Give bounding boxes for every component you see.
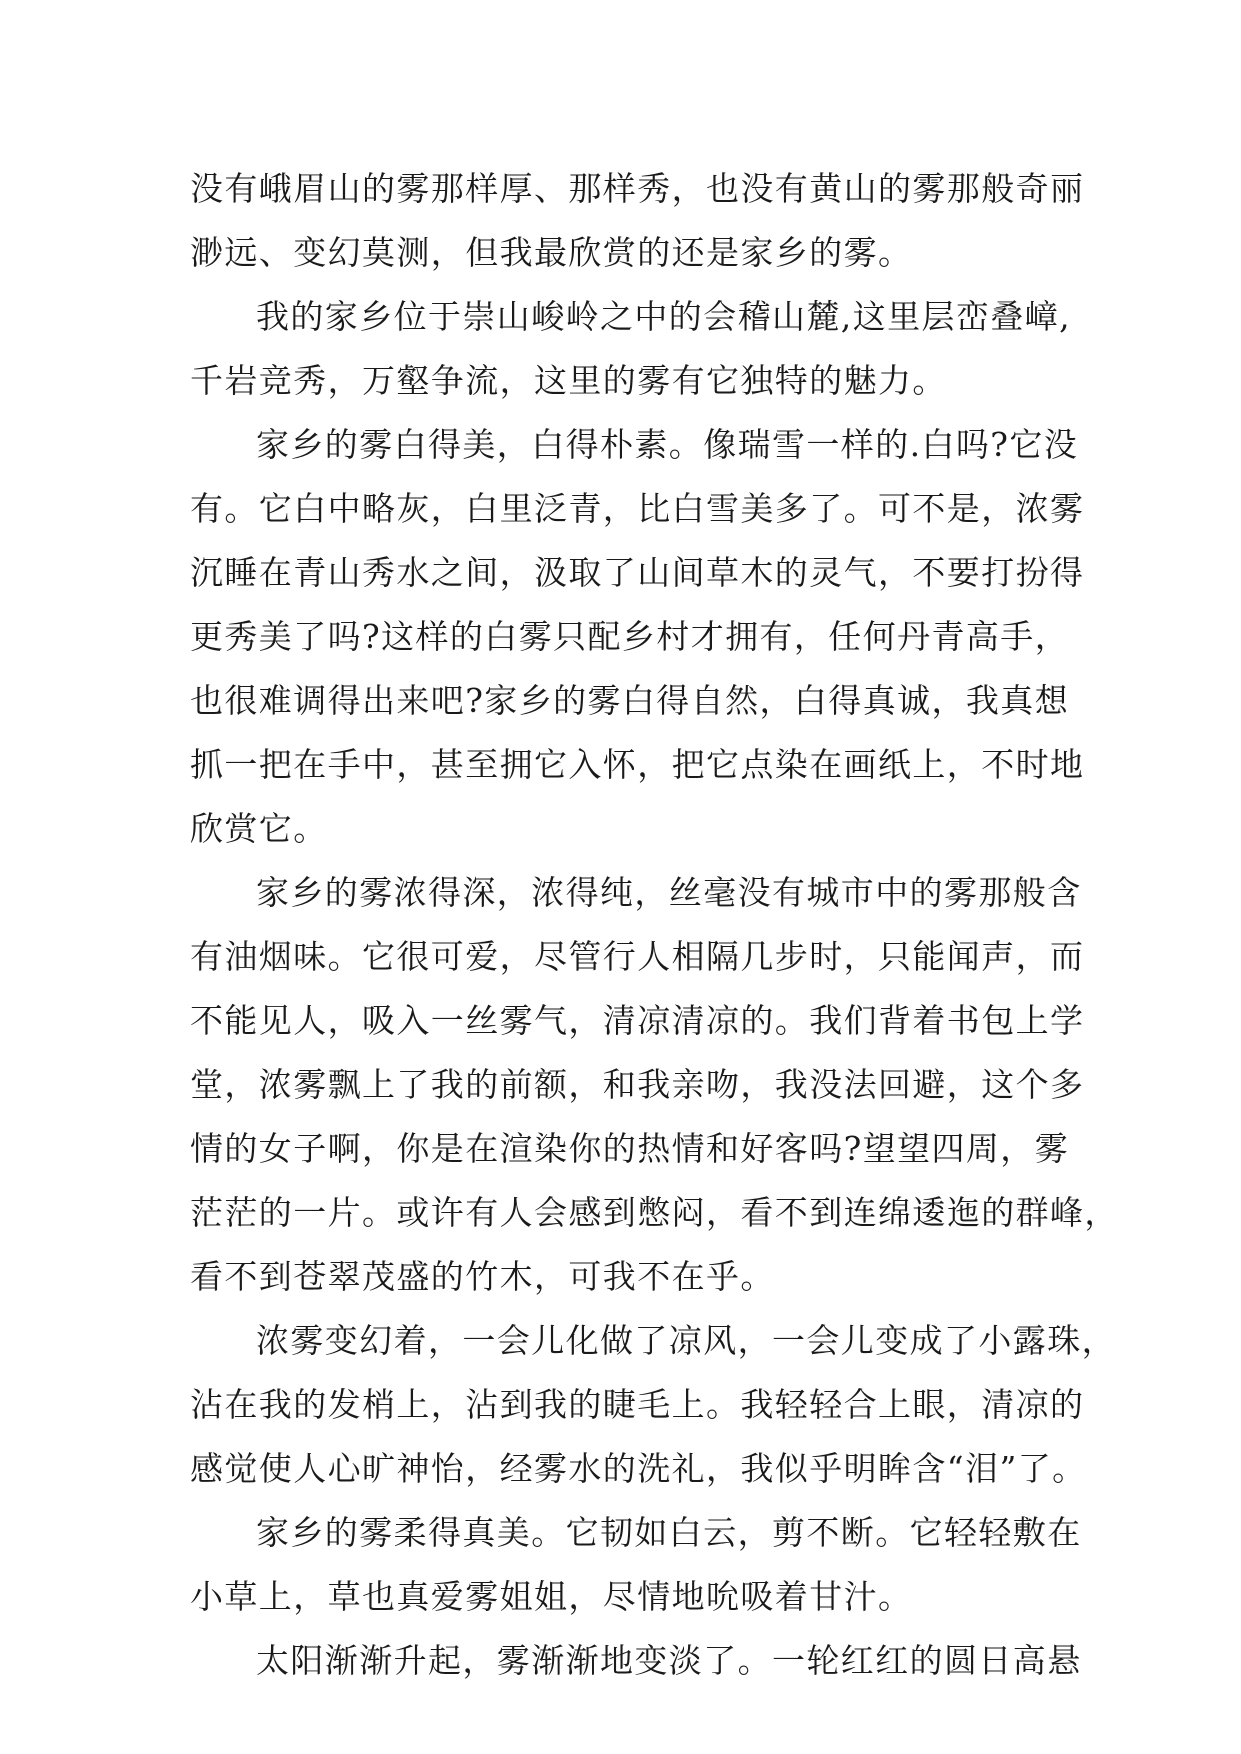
text-line: 不能见人，吸入一丝雾气，清凉清凉的。我们背着书包上学 — [190, 1001, 1085, 1040]
text-line: 没有峨眉山的雾那样厚、那样秀，也没有黄山的雾那般奇丽 — [190, 169, 1085, 208]
paragraph-start-line: 我的家乡位于崇山峻岭之中的会稽山麓,这里层峦叠嶂, — [256, 297, 1071, 336]
text-line: 堂，浓雾飘上了我的前额，和我亲吻，我没法回避，这个多 — [190, 1065, 1085, 1104]
text-line: 渺远、变幻莫测，但我最欣赏的还是家乡的雾。 — [190, 233, 913, 272]
paragraph-start-line: 家乡的雾白得美，白得朴素。像瑞雪一样的.白吗?它没 — [256, 425, 1079, 464]
text-line: 抓一把在手中，甚至拥它入怀，把它点染在画纸上，不时地 — [190, 745, 1085, 784]
text-line: 也很难调得出来吧?家乡的雾白得自然，白得真诚，我真想 — [190, 681, 1070, 720]
text-line: 茫茫的一片。或许有人会感到憋闷，看不到连绵逶迤的群峰， — [190, 1193, 1119, 1232]
text-line: 情的女子啊，你是在渲染你的热情和好客吗?望望四周，雾 — [190, 1129, 1070, 1168]
text-line: 有油烟味。它很可爱，尽管行人相隔几步时，只能闻声，而 — [190, 937, 1085, 976]
text-line: 有。它白中略灰，白里泛青，比白雪美多了。可不是，浓雾 — [190, 489, 1085, 528]
text-line: 小草上，草也真爱雾姐姐，尽情地吮吸着甘汁。 — [190, 1577, 913, 1616]
text-line: 沉睡在青山秀水之间，汲取了山间草木的灵气，不要打扮得 — [190, 553, 1085, 592]
paragraph-start-line: 浓雾变幻着，一会儿化做了凉风，一会儿变成了小露珠， — [256, 1321, 1116, 1360]
text-line: 千岩竞秀，万壑争流，这里的雾有它独特的魅力。 — [190, 361, 947, 400]
text-line: 沾在我的发梢上，沾到我的睫毛上。我轻轻合上眼，清凉的 — [190, 1385, 1085, 1424]
text-line: 更秀美了吗?这样的白雾只配乡村才拥有，任何丹青高手， — [190, 617, 1070, 656]
paragraph-start-line: 家乡的雾浓得深，浓得纯，丝毫没有城市中的雾那般含 — [256, 873, 1082, 912]
text-line: 欣赏它。 — [190, 809, 328, 848]
paragraph-start-line: 太阳渐渐升起，雾渐渐地变淡了。一轮红红的圆日高悬 — [256, 1641, 1082, 1680]
text-line: 感觉使人心旷神怡，经雾水的洗礼，我似乎明眸含“泪”了。 — [190, 1449, 1087, 1488]
essay-body — [190, 157, 1119, 1693]
text-line: 看不到苍翠茂盛的竹木，可我不在乎。 — [190, 1257, 775, 1296]
paragraph-start-line: 家乡的雾柔得真美。它韧如白云，剪不断。它轻轻敷在 — [256, 1513, 1082, 1552]
